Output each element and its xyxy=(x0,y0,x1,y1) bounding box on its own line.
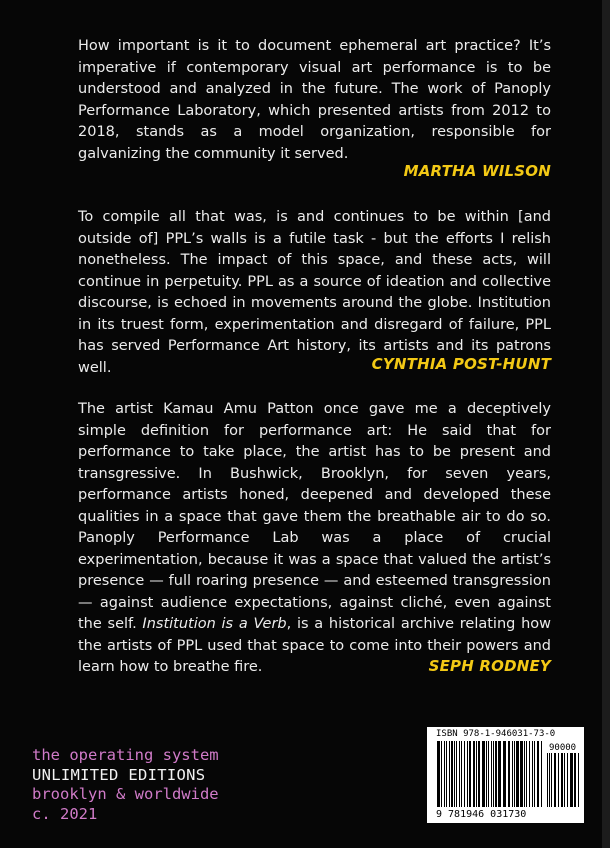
barcode-bar xyxy=(526,741,527,807)
barcode-bar xyxy=(437,741,440,807)
barcode-bar xyxy=(570,753,573,807)
barcode-bar xyxy=(558,753,559,807)
barcode-bar xyxy=(567,753,568,807)
barcode-bar xyxy=(498,741,501,807)
barcode-bar xyxy=(469,741,471,807)
blurb-author: CYNTHIA POST-HUNT xyxy=(371,355,551,373)
barcode-bar xyxy=(493,741,494,807)
barcode-bar xyxy=(524,741,525,807)
publisher-location: brooklyn & worldwide xyxy=(32,785,219,803)
publication-year: c. 2021 xyxy=(32,804,98,823)
blurb-author: SEPH RODNEY xyxy=(428,657,551,675)
barcode-bar xyxy=(441,741,442,807)
barcode-bar xyxy=(488,741,489,807)
imprint-name: UNLIMITED EDITIONS xyxy=(32,765,206,784)
barcode-bar xyxy=(449,741,450,807)
barcode-bar xyxy=(520,741,523,807)
price-code: 90000 xyxy=(549,743,577,753)
barcode-bar xyxy=(561,753,563,807)
barcode-bar xyxy=(467,741,468,807)
barcode-bar xyxy=(446,741,447,807)
barcode-bar xyxy=(476,741,477,807)
publisher-colophon xyxy=(32,746,219,824)
barcode-bar xyxy=(459,741,460,807)
barcode-bar xyxy=(444,741,445,807)
barcode-bar xyxy=(578,753,579,807)
isbn-label: ISBN 978-1-946031-73-0 xyxy=(436,729,556,739)
barcode-bar xyxy=(529,741,530,807)
blurb-text-part: The artist Kamau Amu Patton once gave me a deceptively simple definition for performance art: He said that for performance to take place, the artist has to be present and transgressive. In Bushwick, Brooklyn, for seven years, performance artists honed, deepened and developed these qualities in a space that gave them the breathable air to do so. Panoply Performance Lab was a place of crucial experimentation, because it was a space that valued the artist’s presence — full roaring presence — and esteemed transgression — against audience expectations, against cliché, even against the self. xyxy=(78,401,551,632)
barcode-bar xyxy=(491,741,492,807)
book-title: Institution is a Verb xyxy=(142,616,287,632)
isbn-barcode xyxy=(427,727,584,823)
barcode-bar xyxy=(503,741,506,807)
barcode-bar xyxy=(564,753,565,807)
barcode-bar xyxy=(541,741,542,807)
barcode-bar xyxy=(547,753,548,807)
blurb-text-part: , is a historical archive relating how the artists of PPL used that space to come into their powers and learn how to breathe fire. xyxy=(78,616,551,675)
barcode-bar xyxy=(512,741,513,807)
publisher-name: the operating system xyxy=(32,746,219,764)
blurb-text: To compile all that was, is and continues to be within [and outside of] PPL’s walls is a futile task - but the efforts I relish nonetheless. The impact of this space, and these acts, will continue in perpetuity. PPL as a source of ideation and collective discourse, is echoed in movements around the globe. Institution in its truest form, experimentation and disregard of failure, PPL has served Performance Art history, its artists and its patrons well. xyxy=(78,209,551,376)
barcode-bar xyxy=(456,741,457,807)
barcode-bar xyxy=(537,741,539,807)
barcode-bar xyxy=(516,741,519,807)
barcode-bar xyxy=(482,741,485,807)
barcode-digits: 9 781946 031730 xyxy=(436,809,527,820)
barcode-bar xyxy=(464,741,465,807)
barcode-bar xyxy=(451,741,453,807)
barcode-bar xyxy=(574,753,576,807)
barcode-bar xyxy=(454,741,455,807)
cover-edge xyxy=(602,0,610,848)
barcode-bar xyxy=(554,753,556,807)
barcode-bar xyxy=(534,741,535,807)
blurb-text: How important is it to document ephemeral art practice? It’s imperative if contemporary visual art performance is to be understood and analyzed in the future. The work of Panoply Performance Laboratory, which presented artists from 2012 to 2018, stands as a model organization, responsible for galvanizing the community it served. xyxy=(78,38,551,162)
barcode-bar xyxy=(508,741,510,807)
barcode-bar xyxy=(532,741,533,807)
blurb-author: MARTHA WILSON xyxy=(403,162,551,180)
barcode-bar xyxy=(478,741,480,807)
barcode-bar xyxy=(486,741,487,807)
barcode-bar xyxy=(551,753,552,807)
barcode-bar xyxy=(473,741,475,807)
barcode-bar xyxy=(495,741,497,807)
barcode-bar xyxy=(514,741,515,807)
barcode-bar xyxy=(461,741,462,807)
barcode-bar xyxy=(549,753,550,807)
blurb-text xyxy=(78,399,551,679)
